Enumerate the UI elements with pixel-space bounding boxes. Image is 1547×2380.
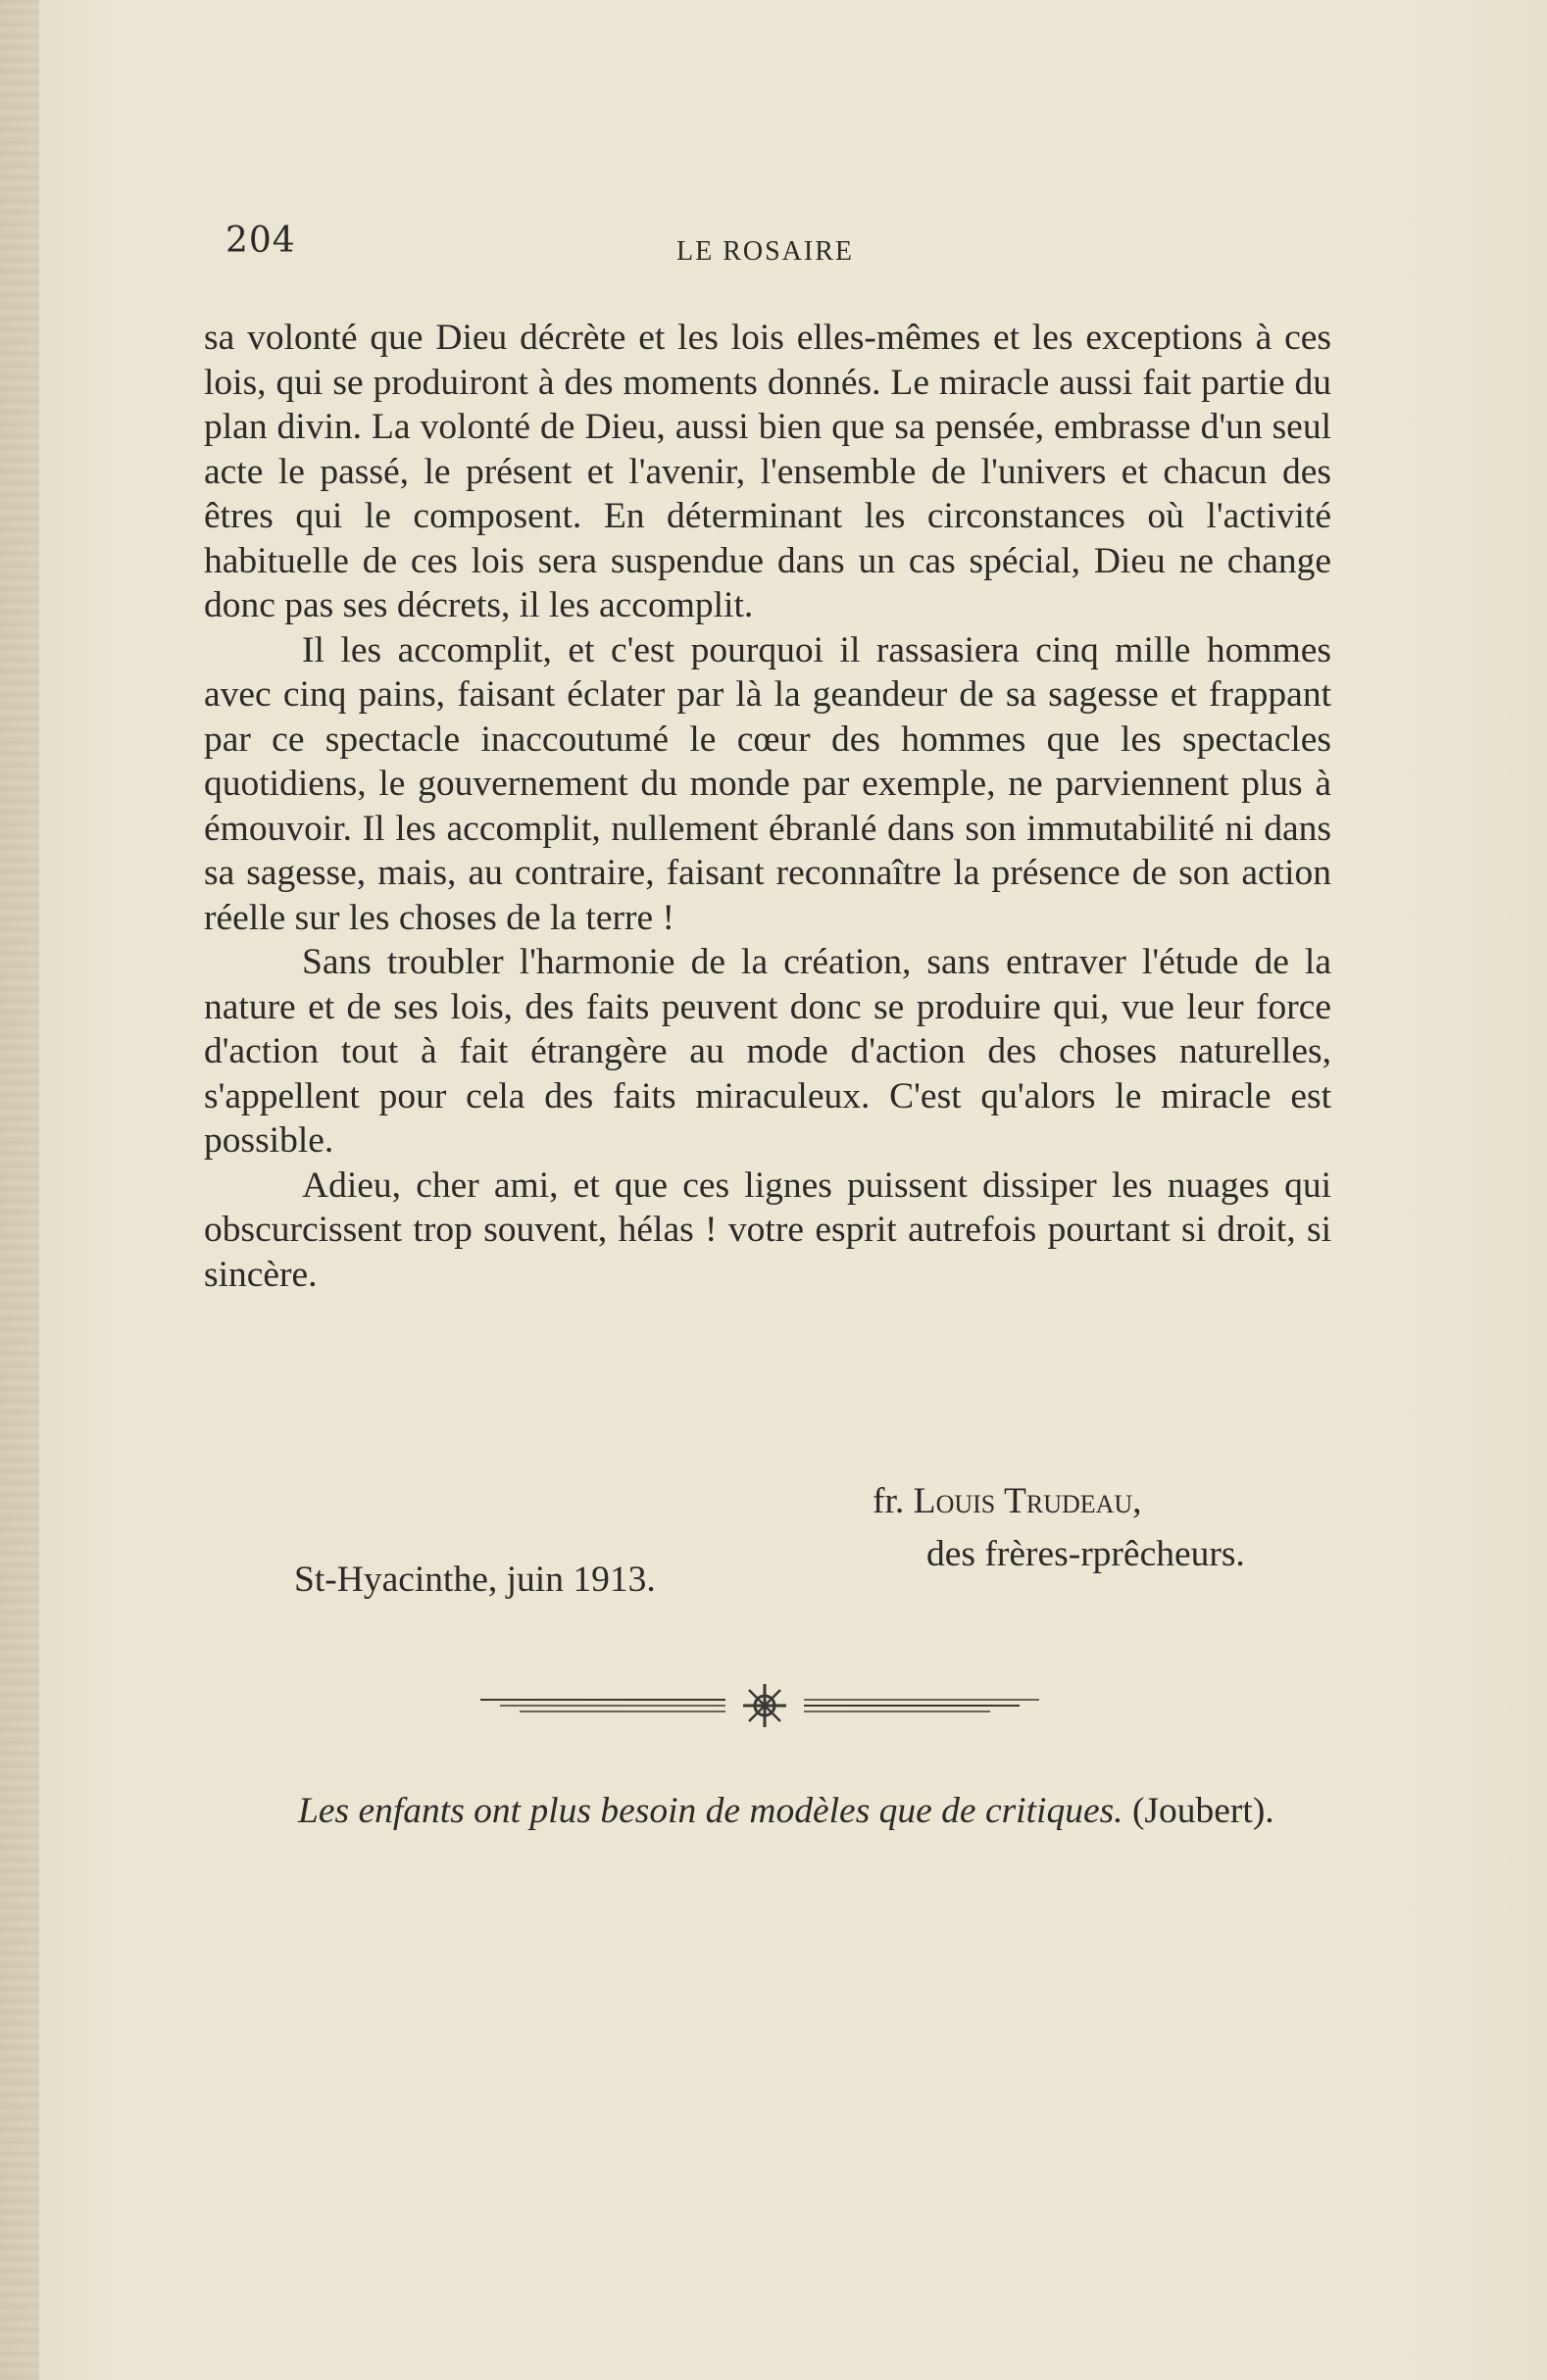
page-number: 204 (225, 221, 296, 261)
signature-block (873, 1475, 1343, 1581)
signature-line-1 (873, 1475, 1343, 1528)
quote-text: Les enfants ont plus besoin de modèles que de critiques. (298, 1791, 1123, 1831)
signature-name: Louis Trudeau, (913, 1481, 1142, 1521)
running-title: LE ROSAIRE (676, 236, 854, 267)
signature-prefix: fr. (873, 1481, 905, 1521)
quote-attribution: (Joubert). (1131, 1791, 1274, 1831)
paragraph-2: Il les accomplit, et c'est pourquoi il rassasiera cinq mille hommes avec cinq pains, faisant éclater par là la geandeur de sa sagesse et frappant par ce spectacle inaccoutumé le cœur des hommes que les spectacles quotidiens, le gouvernement du monde par exemple, ne parviennent plus à émouvoir. Il les accomplit, nullement ébranlé dans son immutabilité ni dans sa sagesse, mais, au contraire, faisant reconnaître la présence de son action réelle sur les choses de la terre ! (204, 629, 1331, 938)
quote-block (204, 1789, 1331, 1834)
paragraph-1: sa volonté que Dieu décrète et les lois elles-mêmes et les exceptions à ces lois, qui se produiront à des moments donnés. Le miracle aussi fait partie du plan divin. La volonté de Dieu, aussi bien que sa pensée, embrasse d'un seul acte le passé, le présent et l'avenir, l'ensemble de l'univers et chacun des êtres qui le composent. En déterminant les circonstances où l'activité habituelle de ces lois sera suspendue dans un cas spécial, Dieu ne change donc pas ses décrets, il les accomplit. (204, 318, 1331, 625)
body-text (204, 316, 1331, 1297)
page-spine-edge (0, 0, 39, 2380)
paragraph-4: Adieu, cher ami, et que ces lignes puissent dissiper les nuages qui obscurcissent trop souvent, hélas ! votre esprit autrefois pourtant si droit, si sincère. (204, 1165, 1331, 1295)
dateline: St-Hyacinthe, juin 1913. (294, 1560, 656, 1600)
paragraph-3: Sans troubler l'harmonie de la création, sans entraver l'étude de la nature et de ses lois, des faits peuvent donc se produire qui, vue leur force d'action tout à fait étrangère au mode d'action des choses naturelles, s'appellent pour cela des faits miraculeux. C'est qu'alors le miracle est possible. (204, 942, 1331, 1161)
ornament-divider-icon (480, 1678, 1039, 1733)
signature-order: des frères-rprêcheurs. (926, 1534, 1245, 1574)
page-header (225, 221, 1333, 279)
